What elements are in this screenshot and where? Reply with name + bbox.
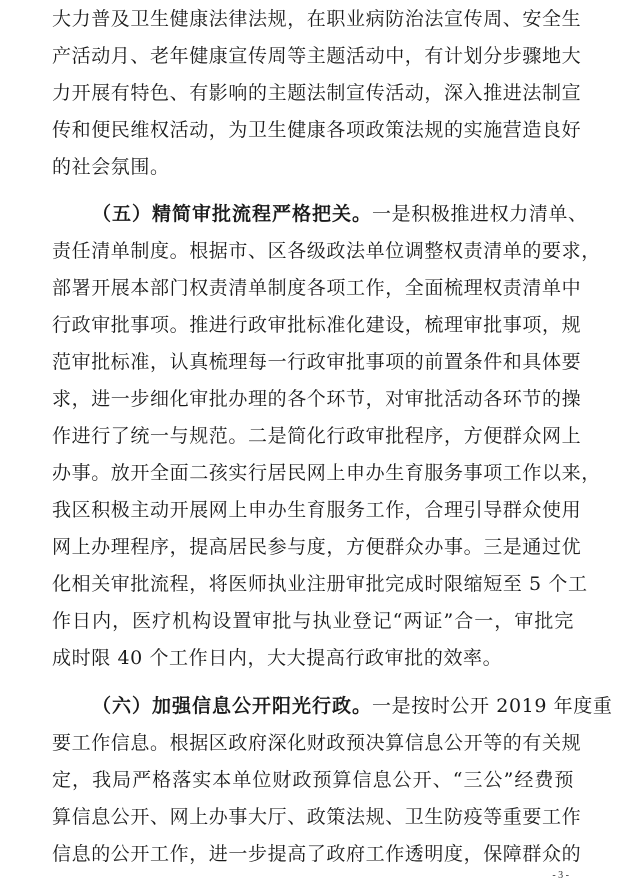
section-6-heading: （六）加强信息公开阳光行政。 bbox=[92, 695, 373, 717]
section-5-heading: （五）精简审批流程严格把关。 bbox=[92, 203, 373, 225]
paragraph-line: 产活动月、老年健康宣传周等主题活动中，有计划分步骤地大 bbox=[52, 45, 582, 67]
paragraph-line: 化相关审批流程，将医师执业注册审批完成时限缩短至 5 个工 bbox=[52, 573, 588, 595]
paragraph-line: 范审批标准，认真梳理每一行政审批事项的前置条件和具体要 bbox=[52, 351, 582, 373]
section-6-first-line bbox=[92, 693, 613, 719]
paragraph-line: 要工作信息。根据区政府深化财政预决算信息公开等的有关规 bbox=[52, 732, 582, 754]
paragraph-line: 网上办理程序，提高居民参与度，方便群众办事。三是通过优 bbox=[52, 536, 582, 558]
paragraph-line: 定，我局严格落实本单位财政预算信息公开、“三公”经费预 bbox=[52, 769, 574, 791]
paragraph-line: 成时限 40 个工作日内，大大提高行政审批的效率。 bbox=[52, 647, 503, 669]
paragraph-line: 责任清单制度。根据市、区各级政法单位调整权责清单的要求， bbox=[52, 240, 601, 262]
paragraph-line: 的社会氛围。 bbox=[52, 156, 170, 178]
paragraph-line: 大力普及卫生健康法律法规，在职业病防治法宣传周、安全生 bbox=[52, 8, 582, 30]
paragraph-line: 作日内，医疗机构设置审批与执业登记“两证”合一，审批完 bbox=[52, 610, 574, 632]
section-6-first-line-text: 一是按时公开 2019 年度重 bbox=[372, 695, 613, 717]
paragraph-line: 信息的公开工作，进一步提高了政府工作透明度，保障群众的 bbox=[52, 843, 582, 865]
section-5-first-line bbox=[92, 201, 588, 227]
section-5-first-line-text: 一是积极推进权力清单、 bbox=[372, 203, 588, 225]
paragraph-line: 我区积极主动开展网上申办生育服务工作，合理引导群众使用 bbox=[52, 499, 582, 521]
paragraph-line: 行政审批事项。推进行政审批标准化建设，梳理审批事项，规 bbox=[52, 314, 582, 336]
paragraph-line: 求，进一步细化审批办理的各个环节，对审批活动各环节的操 bbox=[52, 388, 582, 410]
paragraph-line: 算信息公开、网上办事大厅、政策法规、卫生防疫等重要工作 bbox=[52, 806, 582, 828]
page-number: - 3 - bbox=[552, 870, 569, 881]
paragraph-line: 传和便民维权活动，为卫生健康各项政策法规的实施营造良好 bbox=[52, 119, 582, 141]
paragraph-line: 作进行了统一与规范。二是简化行政审批程序，方便群众网上 bbox=[52, 425, 582, 447]
paragraph-line: 部署开展本部门权责清单制度各项工作，全面梳理权责清单中 bbox=[52, 277, 582, 299]
paragraph-line: 办事。放开全面二孩实行居民网上申办生育服务事项工作以来， bbox=[52, 462, 601, 484]
paragraph-line: 力开展有特色、有影响的主题法制宣传活动，深入推进法制宣 bbox=[52, 82, 582, 104]
